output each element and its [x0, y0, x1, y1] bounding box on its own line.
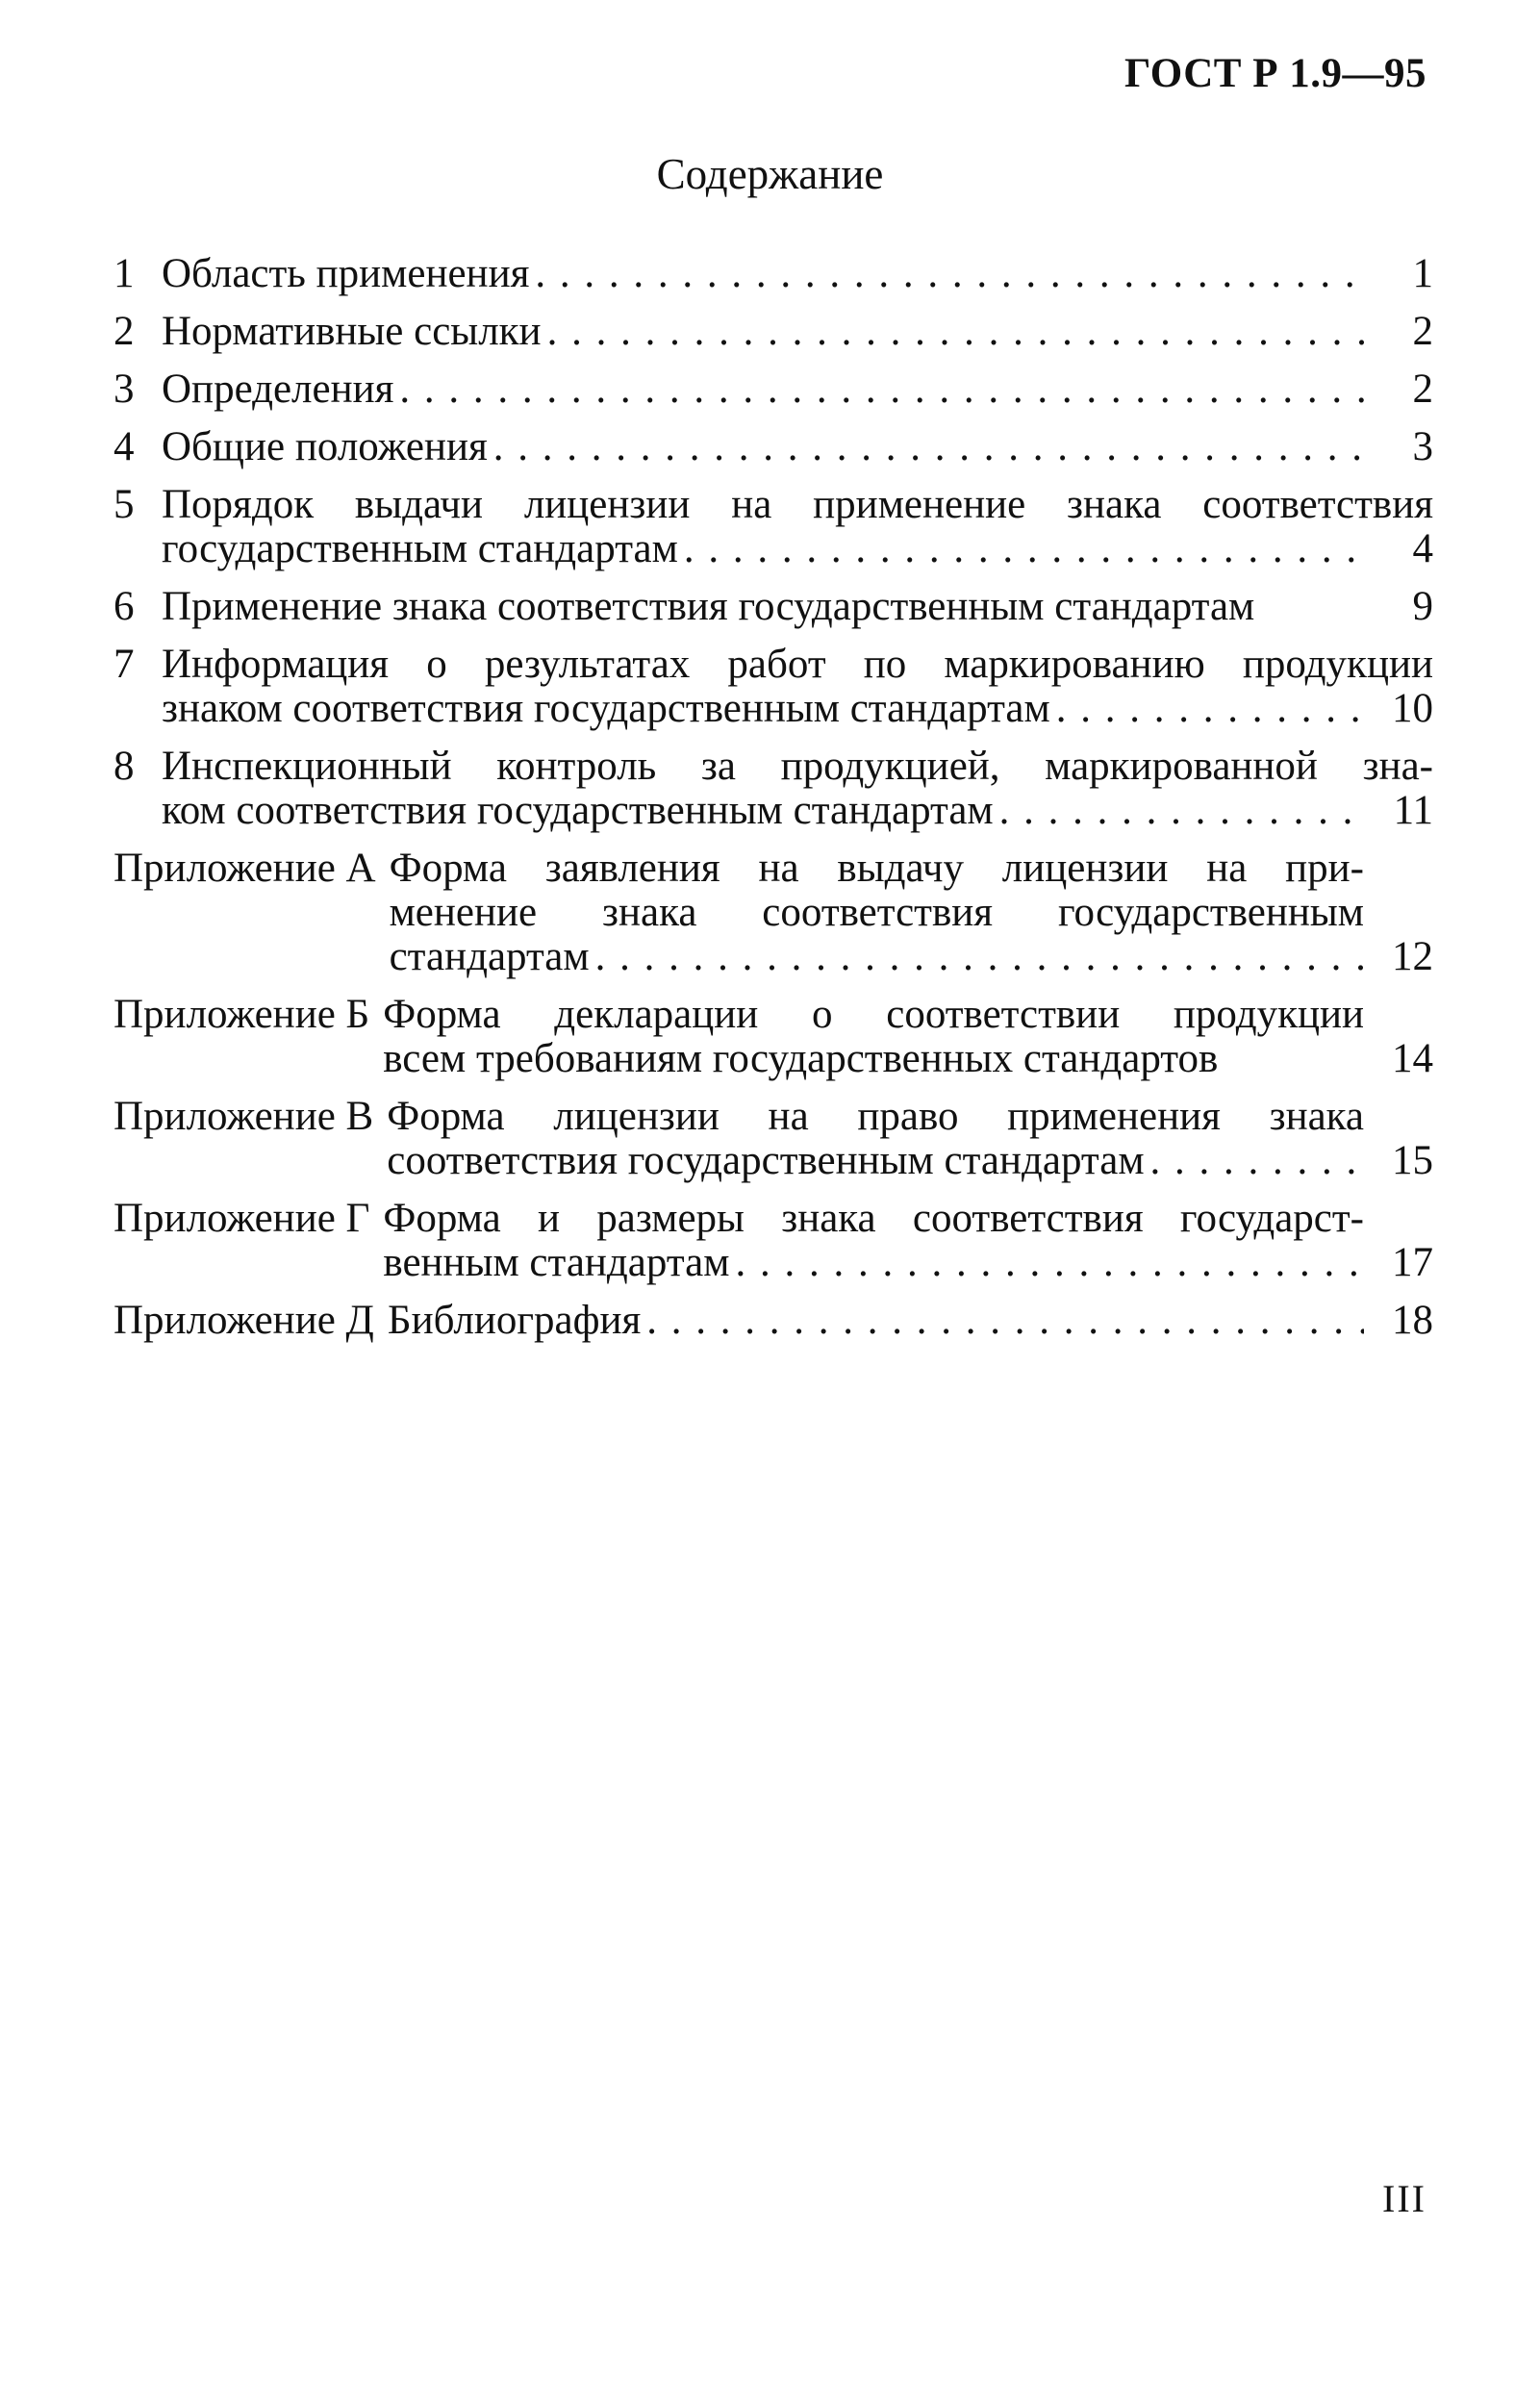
appendix-label: Приложение В — [114, 1094, 374, 1139]
section-title: Общие положения — [162, 425, 488, 469]
dot-leader — [393, 367, 1364, 412]
document-code: ГОСТ Р 1.9—95 — [1123, 51, 1426, 96]
toc-entry-appendix-g[interactable] — [114, 1197, 1433, 1285]
dot-leader — [729, 1241, 1364, 1285]
section-title-line: Информация о результатах работ по маркированию продукции — [162, 643, 1433, 687]
dot-leader — [590, 935, 1364, 979]
section-number: 3 — [114, 367, 135, 412]
section-number: 5 — [114, 482, 135, 527]
appendix-title-line: соответствия государственным стандартам — [387, 1139, 1145, 1183]
table-of-contents — [114, 252, 1433, 1356]
toc-entry-appendix-v[interactable] — [114, 1095, 1433, 1183]
section-title-line: Инспекционный контроль за продукцией, маркированной зна- — [162, 745, 1433, 789]
page-number: 11 — [1393, 789, 1433, 833]
toc-entry-section-3[interactable] — [114, 367, 1433, 412]
page-number: 1 — [1412, 252, 1433, 296]
page-number: 4 — [1412, 527, 1433, 571]
section-number: 1 — [114, 251, 135, 296]
page-folio: III — [1382, 2177, 1426, 2220]
page-number: 3 — [1412, 425, 1433, 469]
appendix-title-line: менение знака соответствия государственным — [389, 891, 1364, 935]
page-number: 14 — [1392, 1037, 1433, 1081]
page-number: 9 — [1412, 585, 1433, 629]
section-title-line: знаком соответствия государственным стандартам — [162, 687, 1050, 731]
dot-leader — [994, 789, 1364, 833]
toc-entry-section-1[interactable] — [114, 252, 1433, 296]
appendix-label: Приложение Г — [114, 1196, 370, 1241]
toc-entry-section-2[interactable] — [114, 310, 1433, 354]
dot-leader — [1050, 687, 1364, 731]
section-title: Применение знака соответствия государственным стандартам — [162, 585, 1255, 629]
appendix-label: Приложение Б — [114, 992, 370, 1037]
appendix-title-line: Форма заявления на выдачу лицензии на при- — [389, 847, 1364, 891]
dot-leader — [488, 425, 1364, 469]
appendix-title-line: Форма и размеры знака соответствия государст- — [383, 1197, 1364, 1241]
dot-leader — [1145, 1139, 1364, 1183]
page-number: 2 — [1412, 310, 1433, 354]
section-number: 7 — [114, 642, 135, 687]
toc-entry-section-6[interactable] — [114, 585, 1433, 629]
appendix-title-line: Форма лицензии на право применения знака — [387, 1095, 1364, 1139]
page-number: 15 — [1392, 1139, 1433, 1183]
section-title: Область применения — [162, 252, 530, 296]
dot-leader — [542, 310, 1364, 354]
page-number: 18 — [1392, 1299, 1433, 1343]
toc-entry-section-4[interactable] — [114, 425, 1433, 469]
dot-leader — [529, 252, 1364, 296]
toc-entry-appendix-b[interactable] — [114, 993, 1433, 1081]
toc-entry-appendix-a[interactable] — [114, 847, 1433, 979]
toc-entry-section-7[interactable] — [114, 643, 1433, 731]
appendix-label: Приложение Д — [114, 1298, 374, 1343]
section-number: 6 — [114, 584, 135, 629]
section-number: 8 — [114, 744, 135, 789]
dot-leader — [641, 1299, 1364, 1343]
appendix-title-line: Форма декларации о соответствии продукции — [383, 993, 1364, 1037]
appendix-title-line: всем требованиям государственных стандартов — [383, 1037, 1219, 1081]
toc-entry-section-8[interactable] — [114, 745, 1433, 833]
section-title: Определения — [162, 367, 394, 412]
toc-entry-section-5[interactable] — [114, 483, 1433, 571]
appendix-title-line: стандартам — [389, 935, 590, 979]
section-title-line: ком соответствия государственным стандартам — [162, 789, 994, 833]
section-title-line: государственным стандартам — [162, 527, 678, 571]
page-number: 2 — [1412, 367, 1433, 412]
appendix-label: Приложение А — [114, 846, 376, 891]
section-number: 2 — [114, 309, 135, 354]
section-number: 4 — [114, 424, 135, 469]
section-title-line: Порядок выдачи лицензии на применение знака соответствия — [162, 483, 1433, 527]
appendix-title-line: венным стандартам — [383, 1241, 730, 1285]
section-title: Нормативные ссылки — [162, 310, 542, 354]
appendix-title-line: Библиография — [387, 1299, 642, 1343]
page-number: 12 — [1392, 935, 1433, 979]
toc-entry-appendix-d[interactable] — [114, 1299, 1433, 1343]
page-number: 17 — [1392, 1241, 1433, 1285]
page-number: 10 — [1392, 687, 1433, 731]
dot-leader — [678, 527, 1364, 571]
toc-title: Содержание — [656, 150, 884, 198]
